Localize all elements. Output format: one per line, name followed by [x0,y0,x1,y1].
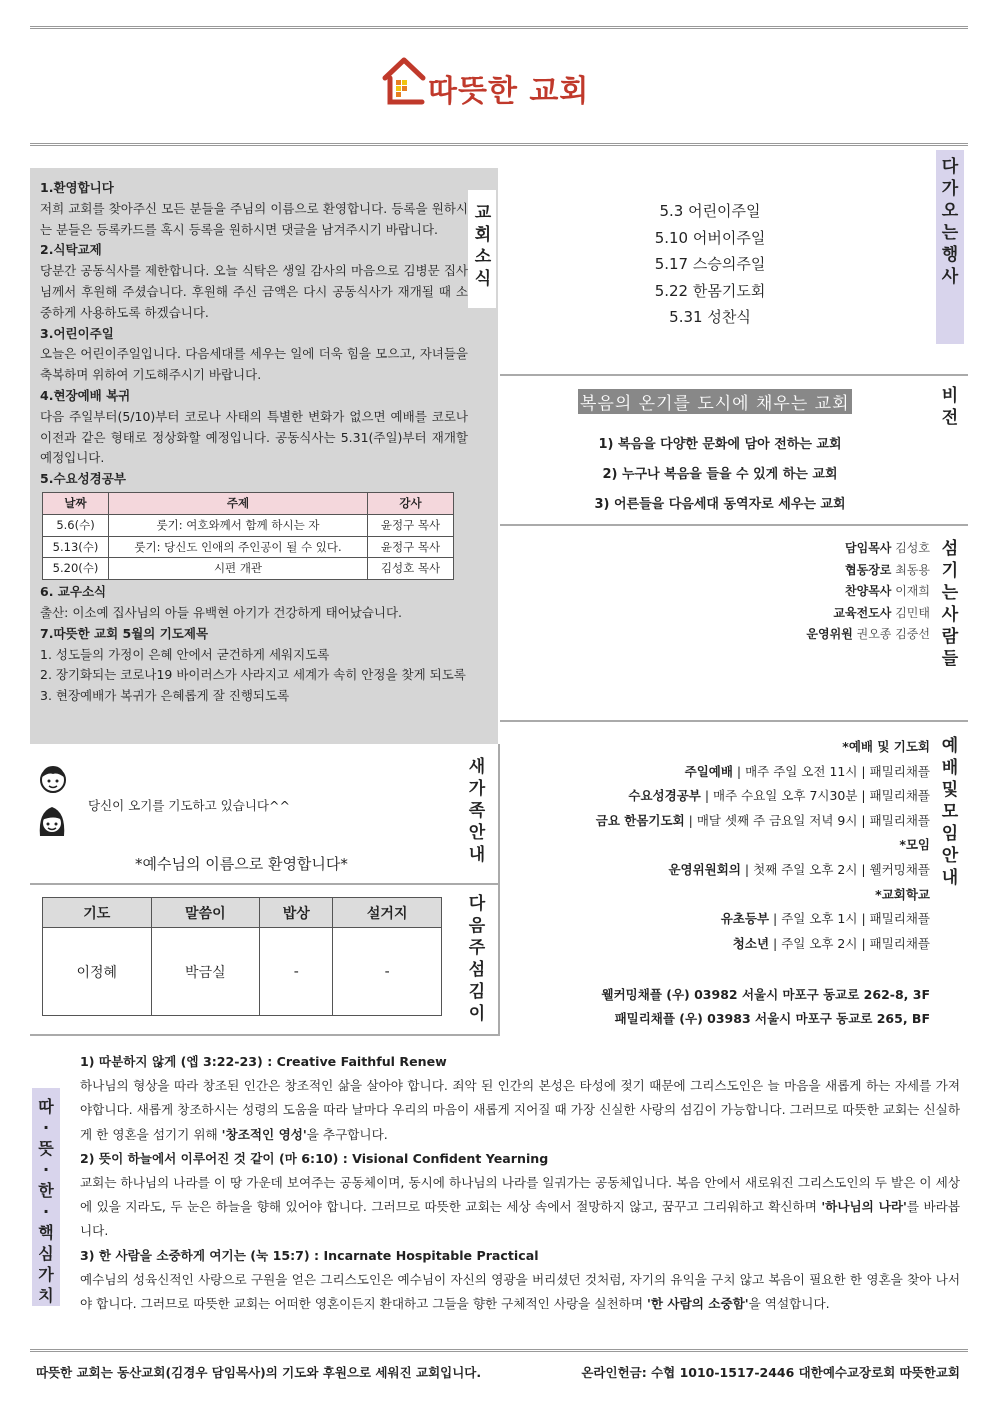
study-header-topic: 주제 [109,492,368,514]
prayer-item-3: 3. 현장예배가 복귀가 은혜롭게 잘 진행되도록 [40,688,290,704]
church-logo [382,56,622,116]
people-row [560,538,930,560]
divider-serve-core [30,1034,500,1036]
worship-detail: | 첫째 주일 오후 2시 | 웰커밍채플 [740,861,930,877]
prayer-item-2: 2. 장기화되는 코로나19 바이러스가 사라지고 세계가 속히 안정을 찾게 되도록 [40,667,466,683]
people-row [560,560,930,582]
people-label: 섬 기 는 사 람 들 [941,539,959,669]
serve-header: 기도 [43,898,152,928]
divider-vision-people [500,524,968,526]
people-row [560,581,930,603]
worship-row [520,760,930,785]
worship-row [520,907,930,932]
footer-rule [30,1349,968,1352]
footer-offering: 온라인헌금: 수협 1010-1517-2446 대한예수교장로회 따뜻한교회 [581,1365,960,1380]
people-role: 운영위원 [806,627,853,641]
news-title-1: 1.환영합니다 [40,180,114,195]
worship-row [520,784,930,809]
core-emphasis: '한 사람의 소중함' [647,1296,749,1312]
worship-section: *예배 및 기도회 [842,739,930,754]
worship-detail: | 매달 셋째 주 금요일 저녁 9시 | 패밀리채플 [684,812,930,828]
vision-list [520,430,920,520]
header-bottom-rule [30,143,968,146]
news-title-7: 7.따뜻한 교회 5월의 기도제목 [40,625,209,641]
core-body-1 [80,1074,960,1147]
divider-center-vertical [498,744,500,1034]
worship-section: *모임 [899,837,930,853]
table-row [43,536,454,558]
serve-label: 다 음 주 섬 김 이 [468,894,486,1024]
church-news [30,168,498,744]
newfamily-label: 새 가 족 안 내 [468,757,486,865]
church-news-label: 교 회 소 식 [474,203,492,289]
church-news-content [40,178,468,707]
people-role: 담임목사 [845,541,892,555]
core-title-3: 3) 한 사람을 소중하게 여기는 (눅 15:7) : Incarnate Hospitable Practical [80,1247,539,1263]
core-body-2 [80,1171,960,1244]
vision-item: 3) 어른들을 다음세대 동역자로 세우는 교회 [594,497,846,512]
people-row [560,624,930,646]
serve-value: - [260,928,333,1016]
news-title-3: 3.어린이주일 [40,325,114,341]
address-line: 웰커밍채플 (우) 03982 서울시 마포구 동교로 262-8, 3F [601,987,930,1002]
core-title-2: 2) 뜻이 하늘에서 이루어진 것 같이 (마 6:10) : Visional Confident Yearning [80,1150,549,1166]
event-item: 5.22 한몸기도회 [654,281,766,300]
vision-label: 비 전 [941,386,959,428]
news-body-1: 저희 교회를 찾아주신 모든 분들을 주님의 이름으로 환영합니다. 등록을 원하시는 분들은 등록카드를 혹시 등록을 원하시면 댓글을 남겨주시기 바랍니다. [40,200,468,237]
news-body-4: 다음 주일부터(5/10)부터 코로나 사태의 특별한 변화가 없으면 예배를 코로나 이전과 같은 형태로 정상화할 예정입니다. 공동식사는 5.31(주일)부터 재개할 예정입니다. [40,408,468,466]
people-role: 교육전도사 [833,605,892,620]
worship-name: 운영위원회의 [668,861,741,877]
chapel-addresses [520,983,930,1031]
study-header-speaker: 강사 [368,492,454,514]
table-row [43,558,454,580]
news-title-4: 4.현장예배 복귀 [40,387,131,403]
address-line: 패밀리채플 (우) 03983 서울시 마포구 동교로 265, BF [614,1011,930,1026]
newfamily-welcome: *예수님의 이름으로 환영합니다* [135,855,348,873]
girl-face-icon [36,802,68,840]
core-text: 을 역설합니다. [748,1296,830,1312]
worship-section: *교회학교 [875,886,930,902]
news-body-6: 출산: 이소예 집사님의 아들 유백현 아기가 건강하게 태어났습니다. [40,604,403,620]
divider-people-worship [500,720,968,722]
serve-header: 밥상 [260,898,333,928]
event-item: 5.31 성찬식 [669,308,751,326]
footer [36,1363,960,1381]
worship-detail: | 매주 수요일 오후 7시30분 | 패밀리채플 [700,788,930,804]
logo-text: 따뜻한 교회 [428,74,590,109]
worship-name: 청소년 [732,935,770,951]
core-text: 예수님의 성육신적인 사랑으로 구원을 얻은 그리스도인은 예수님이 자신의 영광을 버리셨던 것처럼, 자기의 유익을 구치 않고 복음이 필요한 한 영혼을 찾아 나서야 합니다. 그러므로 따뜻한 교회는 어떠한 영혼이든지 환대하고 그들을 향한 구체적인 사랑을 실천하며 [80,1271,960,1312]
people-names: 최동용 [895,562,930,577]
newfamily-message: 당신이 오기를 기도하고 있습니다^^ [88,798,290,813]
vision-title: 복음의 온기를 도시에 채우는 교회 [578,389,852,414]
people-names: 이재희 [895,584,930,598]
core-title-1: 1) 따분하지 않게 (엡 3:22-23) : Creative Faithful Renew [80,1054,447,1069]
study-topic: 룻기: 당신도 인애의 주인공이 될 수 있다. [109,536,368,558]
worship-label: 예 배 및 모 임 안 내 [941,736,959,888]
boy-face-icon [38,762,68,796]
core-text: 을 추구합니다. [306,1126,388,1142]
core-body-3 [80,1268,960,1316]
people-row [560,603,930,625]
study-header-date: 날짜 [43,492,109,514]
wednesday-study-table [42,492,454,580]
worship-row [520,809,930,834]
footer-support: 따뜻한 교회는 동산교회(김경우 담임목사)의 기도와 후원으로 세워진 교회입니다. [36,1365,482,1380]
serving-people [560,538,930,646]
core-values [80,1050,960,1316]
study-date: 5.13(수) [43,536,109,558]
vision-item: 1) 복음을 다양한 문화에 담아 전하는 교회 [598,437,842,452]
worship-name: 수요성경공부 [628,788,701,804]
event-item: 5.17 스승의주일 [654,255,766,273]
news-body-3: 오늘은 어린이주일입니다. 다음세대를 세우는 일에 더욱 힘을 모으고, 자녀들을 축복하며 위하여 기도해주시기 바랍니다. [40,346,468,383]
worship-name: 주일예배 [684,763,733,779]
people-names: 김민태 [895,605,930,620]
study-speaker: 김성호 목사 [368,558,454,580]
event-item: 5.10 어버이주일 [654,228,766,247]
worship-name: 금요 한몸기도회 [595,812,685,828]
people-role: 협동장로 [845,562,892,577]
study-speaker: 윤정구 목사 [368,536,454,558]
core-values-label: 따 · 뜻 · 한 · 핵 심 가 치 [38,1097,54,1305]
people-names: 권오종 김중선 [856,627,930,641]
table-row [43,514,454,536]
core-text: 하나님의 형상을 따라 창조된 인간은 창조적인 삶을 살아야 합니다. 죄악 된 인간의 본성은 타성에 젖기 때문에 그리스도인은 늘 마음을 새롭게 하는 자세를 가져야합니다. 새롭게 창조하시는 성령의 도움을 따라 날마다 우리의 마음이 새롭게 지어질 때 가장 신실한 사랑의 섬김이 가능합니다. 그러므로 따뜻한 교회는 신실하게 한 영혼을 섬기기 위해 [80,1078,960,1142]
serve-header: 말씀이 [151,898,260,928]
prayer-item-1: 1. 성도들의 가정이 은혜 안에서 굳건하게 세워지도록 [40,646,330,662]
serve-header: 설거지 [333,898,442,928]
serve-value: 박금실 [151,928,260,1016]
core-text: 를 바라봅니다. [80,1199,960,1239]
core-emphasis: '하나님의 나라' [821,1199,907,1215]
news-body-2: 당분간 공동식사를 제한합니다. 오늘 식탁은 생일 감사의 마음으로 김병문 집사님께서 후원해 주셨습니다. 후원해 주신 금액은 다시 공동식사가 재개될 때 소중하게 사용하도록 하겠습니다. [40,263,468,320]
worship-info [520,735,930,956]
study-date: 5.20(수) [43,558,109,580]
worship-row [520,858,930,883]
serve-value: - [333,928,442,1016]
house-logo-icon [382,56,426,108]
divider-newfamily-serve [30,883,498,885]
core-text: 교회는 하나님의 나라를 이 땅 가운데 보여주는 공동체이며, 동시에 하나님의 나라를 일궈가는 공동체입니다. 복음 안에서 새로워진 그리스도인의 두 발은 이 세상에 있을 지라도, 두 눈은 하늘을 향해 있어야 합니다. 그러므로 따뜻한 교회는 세상 속에서 절망하지 않고, 꿈꾸고 그리워하고 확신하며 [80,1175,960,1215]
top-rule [30,26,968,29]
worship-detail: | 매주 주일 오전 11시 | 패밀리채플 [732,763,930,779]
news-title-2: 2.식탁교제 [40,242,102,258]
upcoming-events [560,198,860,331]
people-names: 김성호 [895,541,930,555]
news-title-5: 5.수요성경공부 [40,471,126,487]
divider-events-vision [500,374,968,376]
table-row [43,928,442,1016]
serve-value: 이정혜 [43,928,152,1016]
next-week-serve-table [42,897,442,1016]
core-emphasis: '창조적인 영성' [221,1126,307,1142]
study-topic: 룻기: 여호와께서 함께 하시는 자 [109,514,368,536]
worship-name: 유초등부 [720,911,770,927]
study-date: 5.6(수) [43,514,109,536]
study-speaker: 윤정구 목사 [368,514,454,536]
worship-detail: | 주일 오후 1시 | 패밀리채플 [769,911,930,927]
study-topic: 시편 개관 [109,558,368,580]
vision-item: 2) 누구나 복음을 들을 수 있게 하는 교회 [602,467,838,482]
news-title-6: 6. 교우소식 [40,584,107,600]
events-label: 다 가 오 는 행 사 [941,157,959,287]
event-item: 5.3 어린이주일 [659,202,761,220]
worship-row [520,932,930,957]
worship-detail: | 주일 오후 2시 | 패밀리채플 [769,935,930,951]
people-role: 찬양목사 [845,584,892,598]
